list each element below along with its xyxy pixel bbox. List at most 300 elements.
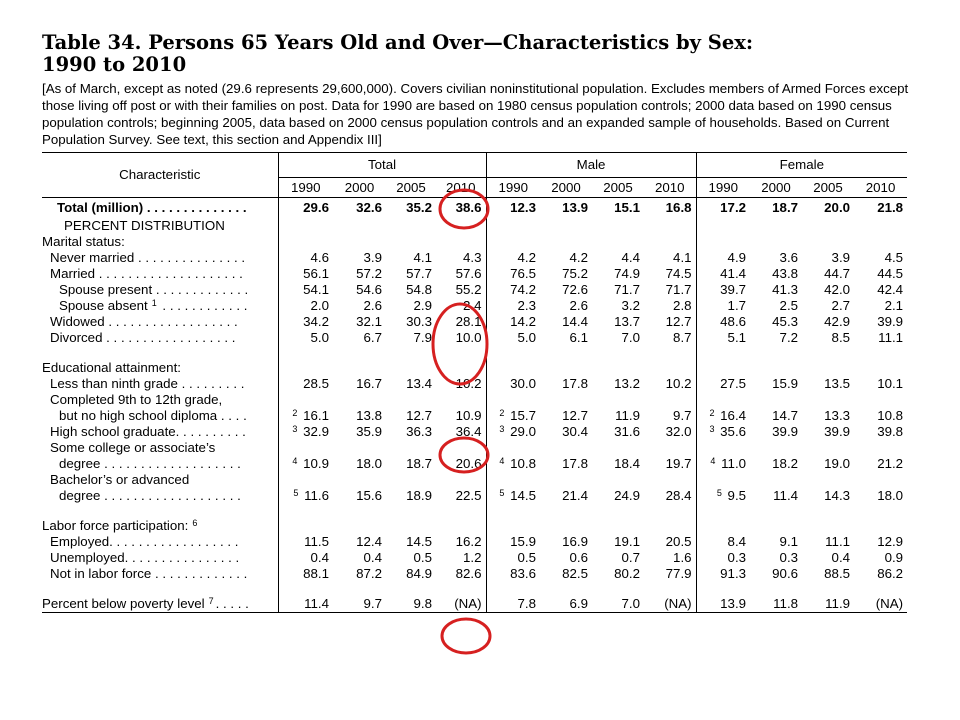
cell-value: 32.6: [356, 200, 382, 215]
cell-value: 2.9: [413, 298, 432, 313]
table-cell: [436, 518, 486, 534]
cell-value: 39.9: [824, 424, 851, 439]
table-cell: [436, 504, 486, 518]
leader-dots: . . . . . . . . . . . . . . . . . . .: [100, 456, 241, 471]
cell-value: 80.2: [614, 566, 641, 581]
table-cell: [644, 234, 696, 250]
cell-value: 13.9: [720, 596, 747, 611]
cell-value: 18.7: [406, 456, 432, 471]
table-cell: [696, 346, 750, 360]
cell-value: 2.8: [673, 298, 692, 313]
table-cell: [592, 376, 644, 392]
table-cell: [540, 376, 592, 392]
table-cell: [278, 440, 333, 456]
table-cell: [696, 504, 750, 518]
cell-value: 32.0: [665, 424, 692, 439]
table-cell: [386, 596, 436, 613]
cell-value: 14.5: [510, 488, 537, 503]
cell-value: 42.0: [824, 282, 851, 297]
table-cell: [750, 456, 802, 472]
table-cell: [436, 596, 486, 613]
cell-value: 14.7: [772, 408, 799, 423]
table-cell: [333, 472, 386, 488]
cell-value: 13.9: [562, 200, 589, 215]
table-cell: [278, 346, 333, 360]
table-cell: [750, 266, 802, 282]
cell-value: 19.7: [665, 456, 692, 471]
cell-value: 84.9: [406, 566, 432, 581]
leader-dots: . . . . . . . . . . . . . . . .: [124, 550, 240, 565]
cell-value: 48.6: [720, 314, 747, 329]
table-cell: [540, 198, 592, 219]
cell-value: 15.6: [356, 488, 382, 503]
table-cell: [696, 472, 750, 488]
cell-value: 71.7: [665, 282, 692, 297]
row-label: [42, 424, 278, 440]
table-cell: [540, 314, 592, 330]
table-cell: [750, 534, 802, 550]
table-cell: [333, 566, 386, 582]
table-cell: [854, 266, 907, 282]
table-cell: [436, 488, 486, 504]
cell-value: 4.6: [310, 250, 329, 265]
table-cell: [278, 282, 333, 298]
table-cell: [696, 440, 750, 456]
cell-value: 88.1: [303, 566, 329, 581]
cell-value: (NA): [664, 596, 692, 611]
table-cell: [854, 282, 907, 298]
table-cell: [644, 440, 696, 456]
table-cell: [750, 330, 802, 346]
table-cell: [540, 392, 592, 408]
table-row: [42, 266, 907, 282]
cell-value: 16.4: [720, 408, 747, 423]
row-label: [42, 504, 278, 518]
table-cell: [592, 472, 644, 488]
cell-value: 42.9: [824, 314, 851, 329]
table-row: [42, 566, 907, 582]
table-cell: [644, 488, 696, 504]
cell-value: 77.9: [665, 566, 692, 581]
table-cell: [436, 330, 486, 346]
cell-value: 39.9: [877, 314, 904, 329]
table-cell: [486, 330, 540, 346]
table-cell: [802, 440, 854, 456]
cell-value: 39.8: [877, 424, 904, 439]
cell-value: 54.6: [356, 282, 382, 297]
table-cell: [333, 596, 386, 613]
row-label-text: Marital status:: [42, 234, 125, 249]
cell-value: 4.9: [727, 250, 747, 265]
cell-value: 18.4: [614, 456, 641, 471]
table-cell: [802, 408, 854, 424]
table-cell: [696, 550, 750, 566]
cell-value: 30.4: [562, 424, 589, 439]
table-cell: [540, 330, 592, 346]
table-cell: [486, 234, 540, 250]
cell-value: 54.1: [303, 282, 329, 297]
table-cell: [750, 408, 802, 424]
table-cell: [592, 488, 644, 504]
table-cell: [333, 440, 386, 456]
table-row: [42, 218, 907, 234]
leader-dots: . . . .: [217, 408, 247, 423]
header-year: 1990: [278, 178, 333, 198]
table-cell: [696, 424, 750, 440]
table-cell: [854, 330, 907, 346]
table-cell: [540, 596, 592, 613]
cell-value: 18.0: [877, 488, 904, 503]
cell-value: 12.7: [562, 408, 589, 423]
cell-value: 21.4: [562, 488, 589, 503]
cell-value: 20.5: [665, 534, 692, 549]
row-label: [42, 314, 278, 330]
cell-value: 16.2: [455, 534, 482, 549]
cell-value: 10.8: [877, 408, 904, 423]
table-cell: [802, 566, 854, 582]
table-cell: [592, 504, 644, 518]
cell-value: 11.1: [825, 534, 851, 549]
cell-value: 7.0: [621, 596, 641, 611]
table-cell: [540, 298, 592, 314]
table-cell: [436, 566, 486, 582]
table-cell: [802, 424, 854, 440]
table-cell: [486, 566, 540, 582]
cell-value: 54.8: [406, 282, 432, 297]
table-cell: [592, 596, 644, 613]
cell-value: 15.7: [510, 408, 537, 423]
cell-value: 2.5: [779, 298, 799, 313]
cell-value: 1.6: [673, 550, 692, 565]
table-cell: [592, 282, 644, 298]
header-year: 1990: [486, 178, 540, 198]
table-cell: [644, 218, 696, 234]
table-cell: [750, 198, 802, 219]
cell-value: 9.8: [413, 596, 432, 611]
cell-value: 10.2: [665, 376, 692, 391]
cell-value: 74.5: [665, 266, 692, 281]
cell-value: 71.7: [614, 282, 641, 297]
cell-value: 9.5: [727, 488, 747, 503]
cell-value: 12.7: [665, 314, 692, 329]
cell-value: 15.9: [772, 376, 799, 391]
table-cell: [696, 582, 750, 596]
cell-value: 0.7: [621, 550, 641, 565]
table-cell: [540, 582, 592, 596]
cell-value: 4.1: [413, 250, 432, 265]
cell-value: 18.9: [406, 488, 432, 503]
cell-value: 8.7: [673, 330, 692, 345]
cell-value: 10.2: [455, 376, 482, 391]
table-row: [42, 596, 907, 613]
cell-value: 18.0: [356, 456, 382, 471]
cell-value: 29.0: [510, 424, 537, 439]
cell-value: 8.4: [727, 534, 747, 549]
row-label: [42, 440, 278, 456]
cell-value: 0.5: [413, 550, 432, 565]
table-cell: [436, 534, 486, 550]
table-cell: [854, 518, 907, 534]
table-cell: [854, 234, 907, 250]
cell-value: 4.2: [517, 250, 537, 265]
cell-value: 20.0: [824, 200, 851, 215]
row-label-text: Percent below poverty level: [42, 596, 205, 611]
table-cell: [750, 504, 802, 518]
header-year: 2010: [436, 178, 486, 198]
row-label-text: degree: [59, 456, 101, 471]
table-cell: [696, 596, 750, 613]
table-cell: [486, 582, 540, 596]
table-cell: [278, 376, 333, 392]
table-cell: [644, 346, 696, 360]
table-cell: [278, 266, 333, 282]
table-cell: [696, 456, 750, 472]
table-cell: [802, 298, 854, 314]
cell-value: 72.6: [562, 282, 589, 297]
cell-value: 6.9: [569, 596, 589, 611]
table-cell: [854, 346, 907, 360]
cell-value: 16.8: [665, 200, 692, 215]
row-label: [42, 534, 278, 550]
table-cell: [278, 218, 333, 234]
table-cell: [696, 330, 750, 346]
table-cell: [592, 250, 644, 266]
header-year: 2005: [386, 178, 436, 198]
cell-value: (NA): [875, 596, 904, 611]
table-cell: [644, 198, 696, 219]
cell-value: 7.0: [621, 330, 641, 345]
cell-value: 6.7: [363, 330, 382, 345]
table-cell: [486, 298, 540, 314]
table-cell: [696, 408, 750, 424]
table-cell: [278, 198, 333, 219]
table-cell: [854, 408, 907, 424]
table-cell: [644, 596, 696, 613]
table-cell: [540, 282, 592, 298]
table-cell: [386, 550, 436, 566]
table-cell: [592, 314, 644, 330]
row-label: [42, 234, 278, 250]
table-cell: [436, 392, 486, 408]
table-cell: [592, 440, 644, 456]
cell-value: 13.5: [824, 376, 851, 391]
table-cell: [333, 582, 386, 596]
cell-value: 21.2: [877, 456, 904, 471]
table-row: [42, 234, 907, 250]
table-cell: [333, 550, 386, 566]
table-cell: [386, 218, 436, 234]
table-row: [42, 314, 907, 330]
table-cell: [696, 360, 750, 376]
table-cell: [540, 566, 592, 582]
cell-value: 7.8: [517, 596, 537, 611]
table-cell: [854, 392, 907, 408]
table-cell: [696, 518, 750, 534]
table-cell: [644, 456, 696, 472]
table-cell: [696, 566, 750, 582]
table-cell: [696, 298, 750, 314]
table-cell: [540, 424, 592, 440]
footnote-marker: 3: [499, 424, 505, 434]
cell-value: 4.4: [621, 250, 641, 265]
table-cell: [386, 314, 436, 330]
footnote-marker: 4: [499, 456, 505, 466]
cell-value: 9.7: [673, 408, 692, 423]
cell-value: 4.3: [463, 250, 482, 265]
table-cell: [540, 440, 592, 456]
table-cell: [436, 198, 486, 219]
row-label: [42, 488, 278, 504]
cell-value: 1.2: [463, 550, 482, 565]
table-cell: [486, 408, 540, 424]
table-cell: [592, 346, 644, 360]
table-cell: [696, 392, 750, 408]
cell-value: 43.8: [772, 266, 799, 281]
cell-value: 39.7: [720, 282, 747, 297]
row-label-text: Spouse absent: [59, 298, 148, 313]
table-cell: [696, 266, 750, 282]
row-label-text: High school graduate: [50, 424, 176, 439]
table-cell: [436, 218, 486, 234]
row-label: [42, 346, 278, 360]
table-cell: [278, 392, 333, 408]
cell-value: 11.8: [773, 596, 799, 611]
table-cell: [696, 198, 750, 219]
table-cell: [540, 408, 592, 424]
leader-dots: . . . . . . . . . . . . . .: [143, 200, 247, 215]
cell-value: 13.3: [824, 408, 851, 423]
cell-value: 0.5: [517, 550, 537, 565]
cell-value: 11.5: [304, 534, 329, 549]
table-cell: [333, 330, 386, 346]
table-cell: [278, 596, 333, 613]
table-cell: [644, 266, 696, 282]
table-cell: [486, 424, 540, 440]
cell-value: 12.3: [510, 200, 537, 215]
table-cell: [278, 518, 333, 534]
table-cell: [644, 360, 696, 376]
table-cell: [540, 534, 592, 550]
footnote-marker: 3: [709, 424, 715, 434]
cell-value: 55.2: [455, 282, 482, 297]
table-cell: [644, 314, 696, 330]
cell-value: 74.9: [614, 266, 641, 281]
table-cell: [750, 218, 802, 234]
table-title: [42, 32, 922, 76]
table-cell: [854, 566, 907, 582]
table-cell: [486, 518, 540, 534]
cell-value: 14.4: [562, 314, 589, 329]
table-cell: [854, 440, 907, 456]
table-cell: [333, 346, 386, 360]
table-cell: [386, 330, 436, 346]
cell-value: 2.0: [310, 298, 329, 313]
table-cell: [750, 582, 802, 596]
leader-dots: . . . . . . . . .: [177, 376, 245, 391]
footnote-marker: 7: [208, 596, 214, 606]
cell-value: 35.2: [406, 200, 432, 215]
table-cell: [592, 424, 644, 440]
table-cell: [802, 488, 854, 504]
table-cell: [802, 596, 854, 613]
table-cell: [436, 376, 486, 392]
table-cell: [802, 198, 854, 219]
row-label-text: Widowed: [50, 314, 105, 329]
table-cell: [333, 488, 386, 504]
table-row: [42, 424, 907, 440]
row-label: [42, 266, 278, 282]
table-cell: [333, 234, 386, 250]
table-cell: [386, 360, 436, 376]
cell-value: 0.3: [727, 550, 747, 565]
table-cell: [486, 392, 540, 408]
table-cell: [386, 472, 436, 488]
cell-value: 19.0: [824, 456, 851, 471]
table-row: [42, 360, 907, 376]
table-cell: [486, 534, 540, 550]
table-cell: [436, 550, 486, 566]
table-cell: [854, 550, 907, 566]
cell-value: 2.7: [831, 298, 851, 313]
table-cell: [436, 314, 486, 330]
table-cell: [644, 534, 696, 550]
table-row: [42, 534, 907, 550]
table-cell: [540, 266, 592, 282]
table-cell: [644, 518, 696, 534]
cell-value: 24.9: [614, 488, 641, 503]
cell-value: 10.1: [877, 376, 904, 391]
table-cell: [750, 424, 802, 440]
table-cell: [696, 234, 750, 250]
table-cell: [386, 266, 436, 282]
table-row: [42, 518, 907, 534]
cell-value: 36.4: [455, 424, 482, 439]
table-row: [42, 456, 907, 472]
table-cell: [802, 376, 854, 392]
table-cell: [486, 472, 540, 488]
row-label: [42, 360, 278, 376]
row-label: [42, 472, 278, 488]
row-label: [42, 456, 278, 472]
cell-value: 0.3: [779, 550, 799, 565]
row-label: [42, 198, 278, 219]
table-cell: [386, 534, 436, 550]
row-label-text: Labor force participation:: [42, 518, 189, 533]
table-cell: [592, 218, 644, 234]
cell-value: 17.2: [720, 200, 747, 215]
table-cell: [333, 314, 386, 330]
table-cell: [644, 504, 696, 518]
header-year: 2005: [802, 178, 854, 198]
table-cell: [854, 534, 907, 550]
row-label-text: Not in labor force: [50, 566, 152, 581]
leader-dots: . . . . . . . . . . . . .: [151, 566, 248, 581]
cell-value: 86.2: [877, 566, 904, 581]
table-cell: [750, 360, 802, 376]
table-cell: [750, 314, 802, 330]
table-cell: [278, 456, 333, 472]
table-cell: [696, 250, 750, 266]
table-cell: [486, 456, 540, 472]
table-cell: [436, 282, 486, 298]
table-cell: [696, 534, 750, 550]
table-cell: [592, 330, 644, 346]
table-cell: [644, 550, 696, 566]
table-cell: [696, 314, 750, 330]
table-cell: [644, 472, 696, 488]
cell-value: 9.1: [779, 534, 799, 549]
header-characteristic: Characteristic: [42, 153, 278, 198]
